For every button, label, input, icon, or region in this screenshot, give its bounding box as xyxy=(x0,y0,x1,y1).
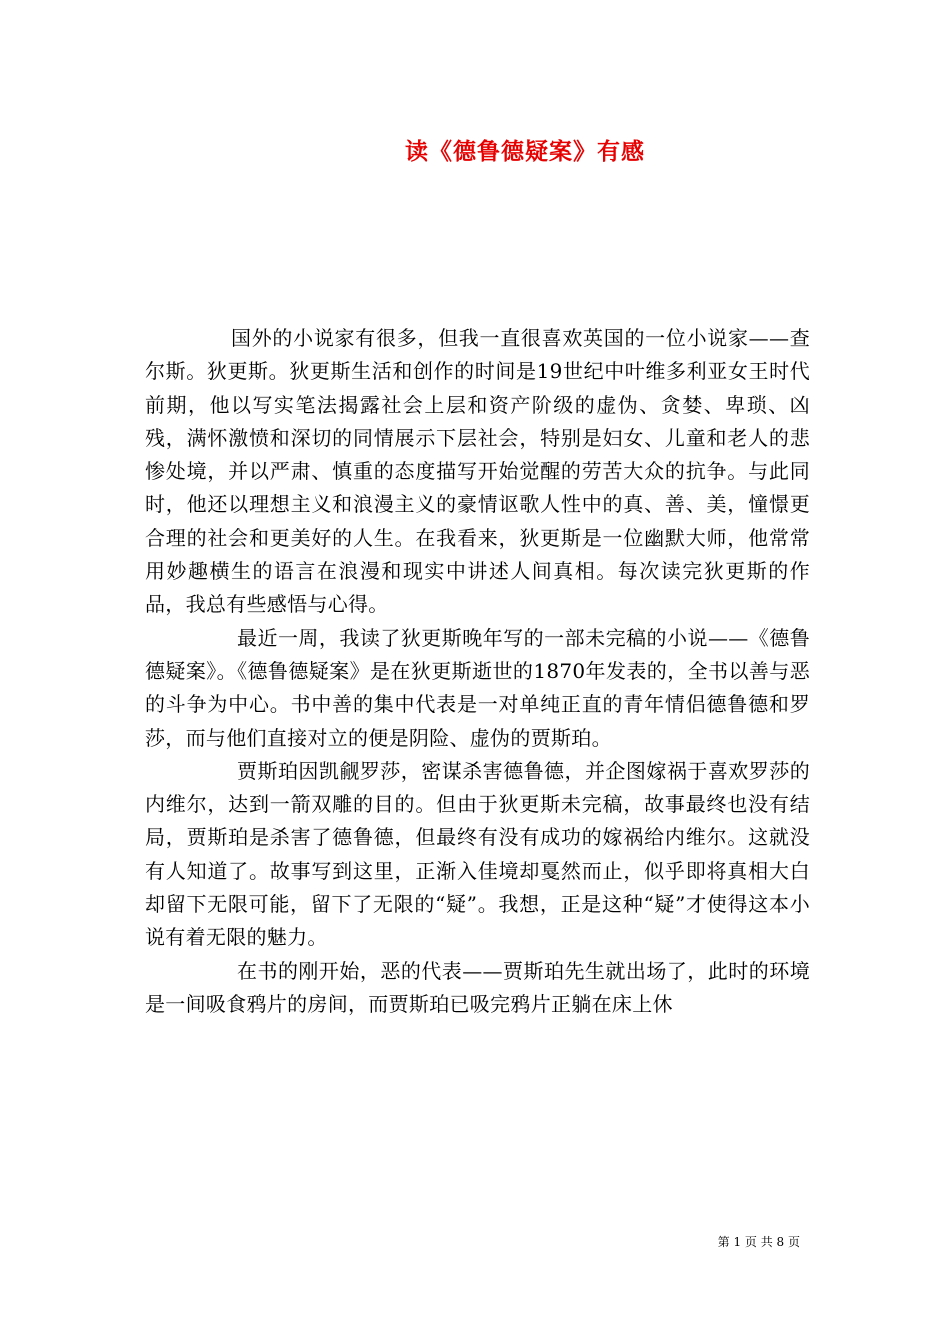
document-body xyxy=(145,322,810,1021)
paragraph-3: 贾斯珀因凯觎罗莎，密谋杀害德鲁德，并企图嫁祸于喜欢罗莎的内维尔，达到一箭双雕的目的。但由于狄更斯未完稿，故事最终也没有结局，贾斯珀是杀害了德鲁德，但最终有没有成功的嫁祸给内维尔。这就没有人知道了。故事写到这里，正渐入佳境却戛然而止，似乎即将真相大白却留下无限可能，留下了无限的“疑”。我想，正是这种“疑”才使得这本小说有着无限的魅力。 xyxy=(145,758,810,950)
paragraph-4: 在书的刚开始，恶的代表——贾斯珀先生就出场了，此时的环境是一间吸食鸦片的房间，而贾斯珀已吸完鸦片正躺在床上休 xyxy=(145,958,810,1016)
page-number-footer: 第 1 页 共 8 页 xyxy=(717,1235,800,1249)
paragraph-2: 最近一周，我读了狄更斯晚年写的一部未完稿的小说——《德鲁德疑案》。《德鲁德疑案》是在狄更斯逝世的1870年发表的，全书以善与恶的斗争为中心。书中善的集中代表是一对单纯正直的青年情侣德鲁德和罗莎，而与他们直接对立的便是阴险、虚伪的贾斯珀。 xyxy=(145,625,810,750)
document-title: 读《德鲁德疑案》有感 xyxy=(405,138,645,165)
paragraph-1: 国外的小说家有很多，但我一直很喜欢英国的一位小说家——查尔斯。狄更斯。狄更斯生活和创作的时间是19世纪中叶维多利亚女王时代前期，他以写实笔法揭露社会上层和资产阶级的虚伪、贪婪、卑琐、凶残，满怀激愤和深切的同情展示下层社会，特别是妇女、儿童和老人的悲惨处境，并以严肃、慎重的态度描写开始觉醒的劳苦大众的抗争。与此同时，他还以理想主义和浪漫主义的豪情讴歌人性中的真、善、美，憧憬更合理的社会和更美好的人生。在我看来，狄更斯是一位幽默大师，他常常用妙趣横生的语言在浪漫和现实中讲述人间真相。每次读完狄更斯的作品，我总有些感悟与心得。 xyxy=(145,326,810,617)
